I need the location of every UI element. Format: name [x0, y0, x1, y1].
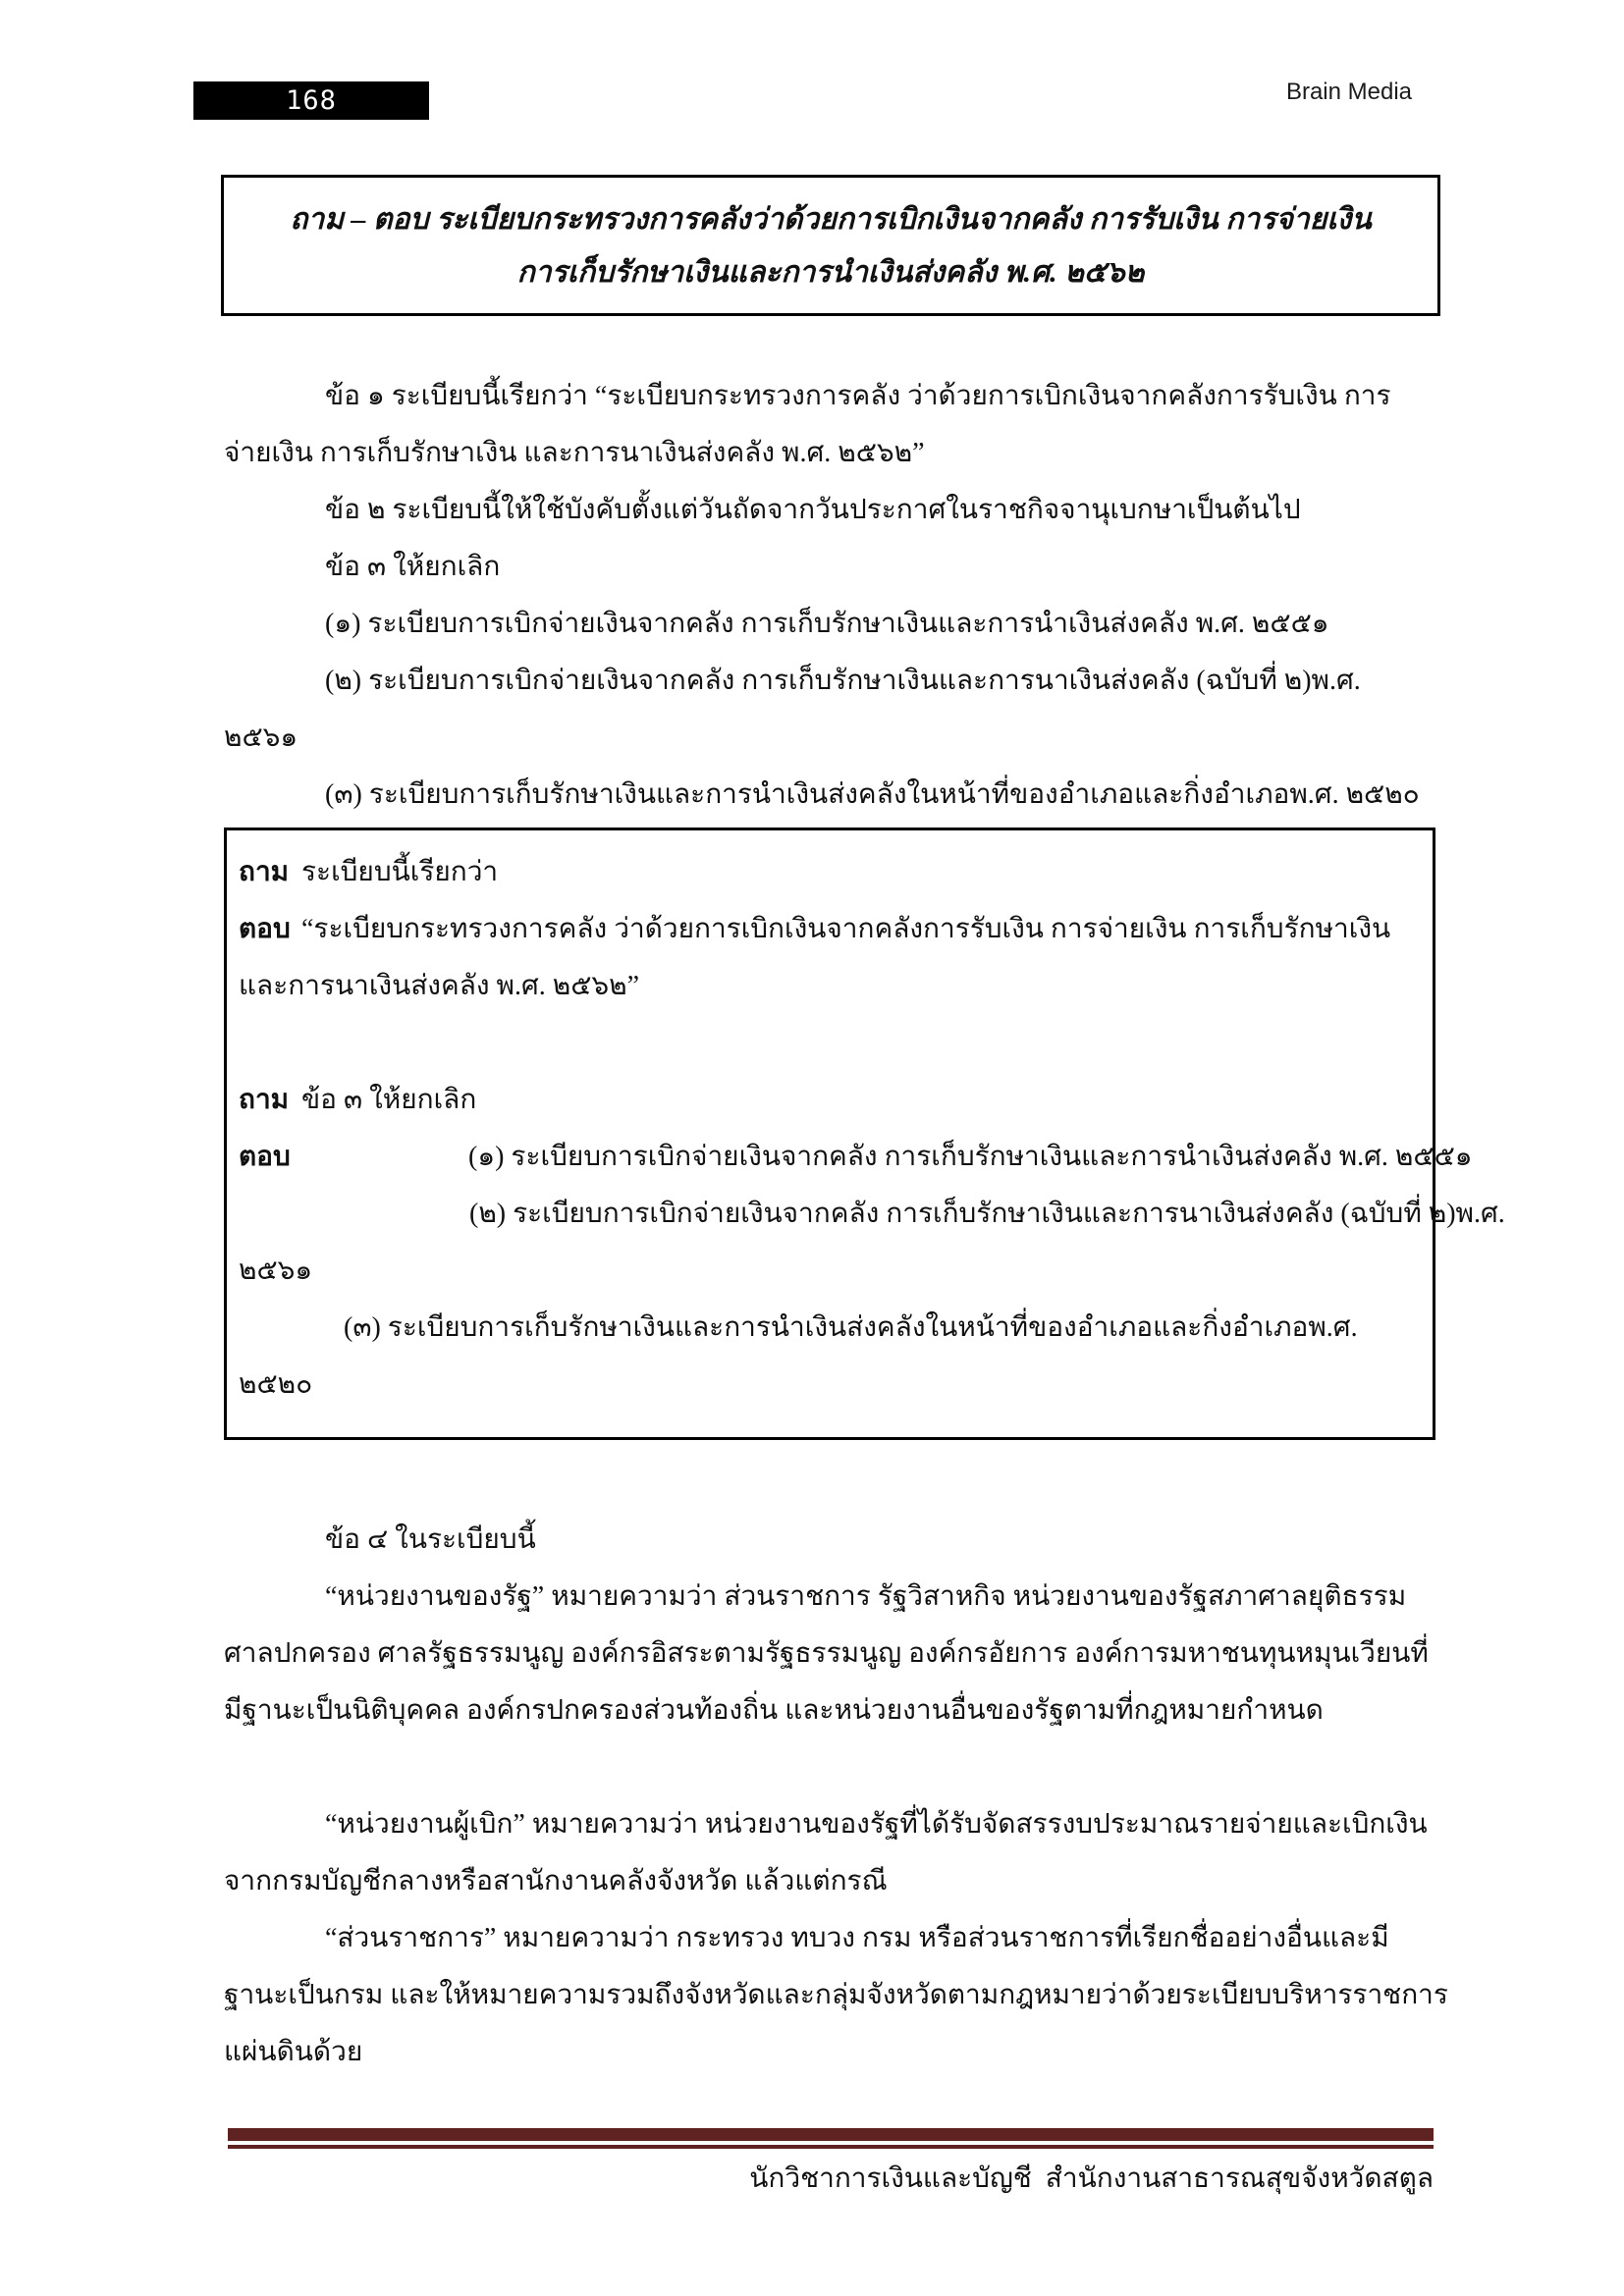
qa-row	[239, 844, 1419, 901]
qa-line: ระเบียบนี้เรียกว่า	[301, 857, 499, 887]
qa-answer-label: ตอบ	[239, 1142, 291, 1172]
qa-row	[239, 1243, 1419, 1300]
body-line: (๒) ระเบียบการเบิกจ่ายเงินจากคลัง การเก็บรักษาเงินและการนาเงินส่งคลัง (ฉบับที่ ๒)พ.ศ.	[325, 666, 1361, 696]
body-line: ศาลปกครอง ศาลรัฐธรรมนูญ องค์กรอิสระตามรัฐธรรมนูญ องค์กรอัยการ องค์การมหาชนทุนหมุนเวียนที่	[224, 1638, 1429, 1669]
body-line: ข้อ ๒ ระเบียบนี้ให้ใช้บังคับตั้งแต่วันถัดจากวันประกาศในราชกิจจานุเบกษาเป็นต้นไป	[325, 495, 1301, 525]
footer-rule-thick	[228, 2128, 1434, 2141]
qa-row	[239, 1357, 1419, 1414]
qa-row	[239, 1300, 1419, 1357]
footer-rule-thin	[228, 2145, 1434, 2149]
body-line: (๑) ระเบียบการเบิกจ่ายเงินจากคลัง การเก็บรักษาเงินและการนำเงินส่งคลัง พ.ศ. ๒๕๕๑	[325, 609, 1329, 639]
footer-credit: นักวิชาการเงินและบัญชี สำนักงานสาธารณสุขจังหวัดสตูล	[749, 2163, 1434, 2194]
qa-row	[239, 901, 1419, 958]
body-line: “หน่วยงานของรัฐ” หมายความว่า ส่วนราชการ รัฐวิสาหกิจ หน่วยงานของรัฐสภาศาลยุติธรรม	[325, 1581, 1407, 1612]
body-line: จากกรมบัญชีกลางหรือสานักงานคลังจังหวัด แล้วแต่กรณี	[224, 1866, 888, 1896]
qa-answer-label: ตอบ	[239, 914, 291, 944]
body-line: ๒๕๖๑	[224, 722, 298, 753]
qa-line: ข้อ ๓ ให้ยกเลิก	[301, 1085, 477, 1115]
qa-line: ๒๕๖๑	[239, 1255, 313, 1286]
title-box	[221, 175, 1440, 316]
page-number: 168	[286, 85, 337, 116]
body-line: ข้อ ๔ ในระเบียบนี้	[325, 1524, 536, 1555]
body-line: (๓) ระเบียบการเก็บรักษาเงินและการนำเงินส่งคลังในหน้าที่ของอำเภอและกิ่งอำเภอพ.ศ. ๒๕๒๐	[325, 779, 1420, 810]
body-line: ข้อ ๑ ระเบียบนี้เรียกว่า “ระเบียบกระทรวงการคลัง ว่าด้วยการเบิกเงินจากคลังการรับเงิน การ	[325, 381, 1391, 411]
qa-line: ๒๕๒๐	[239, 1369, 313, 1400]
qa-row	[239, 1186, 1505, 1243]
page-footer	[228, 2128, 1434, 2199]
qa-question-label: ถาม	[239, 1085, 290, 1115]
body-line: “ส่วนราชการ” หมายความว่า กระทรวง ทบวง กรม หรือส่วนราชการที่เรียกชื่ออย่างอื่นและมี	[325, 1923, 1389, 1953]
page-number-badge	[193, 81, 429, 120]
qa-question-label: ถาม	[239, 857, 290, 887]
body-line: มีฐานะเป็นนิติบุคคล องค์กรปกครองส่วนท้องถิ่น และหน่วยงานอื่นของรัฐตามที่กฎหมายกำหนด	[224, 1695, 1324, 1726]
body-line: จ่ายเงิน การเก็บรักษาเงิน และการนาเงินส่งคลัง พ.ศ. ๒๕๖๒”	[224, 438, 925, 468]
qa-row	[239, 958, 1419, 1015]
qa-line: (๓) ระเบียบการเก็บรักษาเงินและการนำเงินส่งคลังในหน้าที่ของอำเภอและกิ่งอำเภอพ.ศ.	[344, 1312, 1358, 1343]
qa-line: “ระเบียบกระทรวงการคลัง ว่าด้วยการเบิกเงินจากคลังการรับเงิน การจ่ายเงิน การเก็บรักษาเงิน	[301, 914, 1391, 944]
title-line-2: การเก็บรักษาเงินและการนำเงินส่งคลัง พ.ศ. ๒๕๖๒	[516, 256, 1145, 289]
body-line: ข้อ ๓ ให้ยกเลิก	[325, 552, 501, 582]
qa-row	[239, 1129, 1473, 1186]
body-line: “หน่วยงานผู้เบิก” หมายความว่า หน่วยงานของรัฐที่ได้รับจัดสรรงบประมาณรายจ่ายและเบิกเงิน	[325, 1809, 1428, 1840]
qa-line: (๒) ระเบียบการเบิกจ่ายเงินจากคลัง การเก็บรักษาเงินและการนาเงินส่งคลัง (ฉบับที่ ๒)พ.ศ.	[469, 1199, 1505, 1229]
qa-box	[224, 828, 1505, 1440]
body-line: แผ่นดินด้วย	[224, 2037, 363, 2067]
brand-label: Brain Media	[1285, 79, 1412, 105]
qa-line: (๑) ระเบียบการเบิกจ่ายเงินจากคลัง การเก็บรักษาเงินและการนำเงินส่งคลัง พ.ศ. ๒๕๕๑	[468, 1142, 1473, 1172]
title-line-1: ถาม – ตอบ ระเบียบกระทรวงการคลังว่าด้วยการเบิกเงินจากคลัง การรับเงิน การจ่ายเงิน	[290, 203, 1372, 236]
qa-line: และการนาเงินส่งคลัง พ.ศ. ๒๕๖๒”	[239, 971, 640, 1001]
body-line: ฐานะเป็นกรม และให้หมายความรวมถึงจังหวัดและกลุ่มจังหวัดตามกฎหมายว่าด้วยระเบียบบริหารราชการ	[224, 1980, 1448, 2010]
body-block	[224, 368, 1505, 2081]
qa-row	[239, 1072, 1419, 1129]
